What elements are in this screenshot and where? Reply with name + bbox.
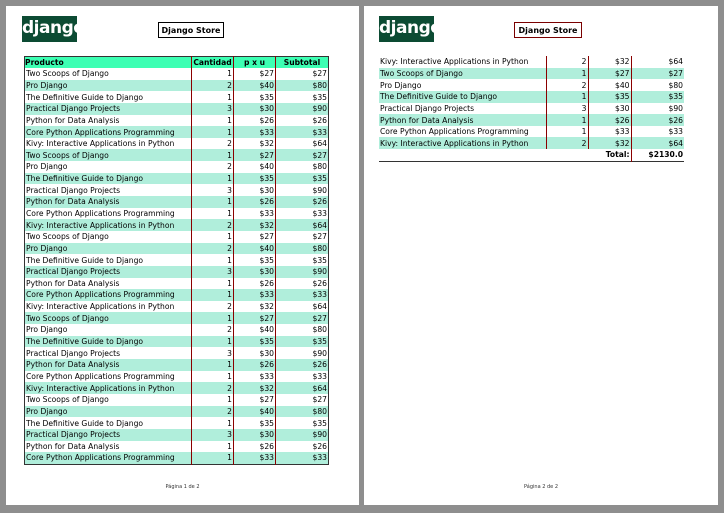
- pdf-page-1: [6, 6, 359, 505]
- table-row: [25, 301, 329, 313]
- table-row: [25, 289, 329, 301]
- cell-subtotal: $35: [276, 91, 329, 103]
- products-table: [24, 56, 329, 465]
- table-row: [25, 417, 329, 429]
- cell-pxu: $32: [234, 138, 276, 150]
- cell-pxu: $40: [588, 79, 631, 91]
- table-row: [25, 359, 329, 371]
- cell-pxu: $27: [234, 149, 276, 161]
- table-row: [25, 406, 329, 418]
- header-cantidad: Cantidad: [193, 58, 232, 67]
- table-row: [25, 126, 329, 138]
- cell-pxu: $35: [234, 173, 276, 185]
- cell-subtotal: $64: [631, 137, 684, 149]
- cell-pxu: $35: [234, 417, 276, 429]
- table-row: [379, 126, 684, 138]
- cell-subtotal: $33: [276, 126, 329, 138]
- cell-cantidad: 1: [546, 91, 588, 103]
- table-row: [25, 429, 329, 441]
- cell-cantidad: 1: [192, 196, 234, 208]
- cell-subtotal: $33: [276, 289, 329, 301]
- cell-cantidad: 1: [192, 371, 234, 383]
- cell-cantidad: 3: [192, 266, 234, 278]
- cell-subtotal: $90: [276, 266, 329, 278]
- table-row: [25, 336, 329, 348]
- cell-pxu: $26: [234, 115, 276, 127]
- cell-cantidad: 2: [546, 137, 588, 149]
- cell-pxu: $26: [234, 196, 276, 208]
- table-row: [25, 68, 329, 80]
- cell-cantidad: 1: [192, 336, 234, 348]
- cell-cantidad: 1: [192, 115, 234, 127]
- cell-subtotal: $33: [276, 452, 329, 464]
- cell-producto: Two Scoops of Django: [26, 69, 109, 79]
- cell-subtotal: $27: [276, 149, 329, 161]
- cell-cantidad: 2: [546, 79, 588, 91]
- cell-subtotal: $33: [276, 208, 329, 220]
- table-row: [25, 394, 329, 406]
- page-footer: Página 2 de 2: [523, 484, 559, 490]
- table-header-row: [25, 57, 329, 69]
- cell-subtotal: $35: [276, 417, 329, 429]
- cell-producto: Pro Django: [380, 80, 422, 90]
- cell-producto: Pro Django: [25, 406, 192, 418]
- cell-pxu: $33: [234, 371, 276, 383]
- cell-cantidad: 1: [192, 254, 234, 266]
- cell-producto: Python for Data Analysis: [26, 278, 120, 288]
- table-row: [25, 266, 329, 278]
- cell-subtotal: $35: [276, 336, 329, 348]
- cell-cantidad: 1: [192, 126, 234, 138]
- cell-producto: The Definitive Guide to Django: [26, 418, 144, 428]
- cell-pxu: $33: [234, 452, 276, 464]
- cell-cantidad: 2: [546, 56, 588, 68]
- cell-pxu: $33: [588, 126, 631, 138]
- cell-subtotal: $90: [276, 103, 329, 115]
- table-row: [25, 184, 329, 196]
- cell-pxu: $26: [234, 359, 276, 371]
- cell-producto: Kivy: Interactive Applications in Python: [380, 57, 529, 67]
- cell-pxu: $27: [234, 231, 276, 243]
- cell-subtotal: $27: [276, 231, 329, 243]
- cell-producto: Practical Django Projects: [26, 185, 121, 195]
- cell-pxu: $26: [234, 441, 276, 453]
- cell-subtotal: $90: [276, 347, 329, 359]
- cell-pxu: $27: [234, 312, 276, 324]
- cell-cantidad: 2: [192, 382, 234, 394]
- table-row: [25, 278, 329, 290]
- cell-subtotal: $80: [276, 406, 329, 418]
- cell-cantidad: 3: [546, 103, 588, 115]
- cell-producto: Two Scoops of Django: [26, 395, 109, 405]
- total-label: Total:: [588, 149, 631, 161]
- cell-producto: Core Python Applications Programming: [25, 289, 192, 301]
- cell-cantidad: 1: [192, 149, 234, 161]
- cell-cantidad: 2: [192, 219, 234, 231]
- cell-pxu: $40: [234, 406, 276, 418]
- total-value: $2130.0: [631, 149, 684, 161]
- table-row: [25, 219, 329, 231]
- cell-pxu: $30: [588, 103, 631, 115]
- cell-subtotal: $80: [276, 161, 329, 173]
- cell-producto: The Definitive Guide to Django: [25, 173, 192, 185]
- cell-producto: Practical Django Projects: [380, 103, 475, 113]
- cell-producto: Two Scoops of Django: [25, 149, 192, 161]
- table-row: [379, 56, 684, 68]
- cell-producto: Pro Django: [26, 162, 68, 172]
- cell-pxu: $35: [234, 336, 276, 348]
- cell-producto: Python for Data Analysis: [25, 359, 192, 371]
- cell-producto: Python for Data Analysis: [26, 115, 120, 125]
- cell-subtotal: $35: [631, 91, 684, 103]
- cell-subtotal: $26: [276, 278, 329, 290]
- total-row: [379, 149, 684, 161]
- table-row: [25, 452, 329, 464]
- cell-cantidad: 1: [546, 114, 588, 126]
- table-row: [379, 103, 684, 115]
- cell-pxu: $33: [234, 208, 276, 220]
- table-row: [25, 149, 329, 161]
- header-producto: Producto: [25, 57, 192, 69]
- header-pxu: p x u: [234, 57, 276, 69]
- cell-pxu: $30: [234, 103, 276, 115]
- cell-producto: Kivy: Interactive Applications in Python: [26, 302, 175, 312]
- cell-subtotal: $26: [276, 115, 329, 127]
- cell-pxu: $33: [234, 289, 276, 301]
- cell-producto: Kivy: Interactive Applications in Python: [25, 219, 192, 231]
- cell-subtotal: $27: [276, 394, 329, 406]
- cell-producto: Practical Django Projects: [25, 103, 192, 115]
- cell-subtotal: $35: [276, 173, 329, 185]
- cell-cantidad: 2: [192, 301, 234, 313]
- cell-cantidad: 1: [546, 126, 588, 138]
- cell-subtotal: $64: [631, 56, 684, 68]
- cell-cantidad: 1: [192, 452, 234, 464]
- table-row: [25, 312, 329, 324]
- table-row: [25, 324, 329, 336]
- cell-cantidad: 1: [192, 68, 234, 80]
- cell-cantidad: 1: [192, 394, 234, 406]
- table-row: [25, 231, 329, 243]
- cell-subtotal: $26: [276, 196, 329, 208]
- cell-producto: Kivy: Interactive Applications in Python: [25, 382, 192, 394]
- cell-producto: The Definitive Guide to Django: [25, 336, 192, 348]
- cell-subtotal: $26: [276, 359, 329, 371]
- cell-cantidad: 1: [192, 208, 234, 220]
- cell-producto: The Definitive Guide to Django: [379, 91, 546, 103]
- table-row: [25, 441, 329, 453]
- cell-pxu: $32: [234, 219, 276, 231]
- cell-producto: Kivy: Interactive Applications in Python: [26, 139, 175, 149]
- django-logo: django: [379, 16, 434, 42]
- table-row: [379, 79, 684, 91]
- cell-cantidad: 1: [192, 359, 234, 371]
- store-title: Django Store: [158, 22, 224, 38]
- cell-subtotal: $33: [276, 371, 329, 383]
- cell-subtotal: $80: [631, 79, 684, 91]
- cell-cantidad: 2: [192, 161, 234, 173]
- cell-producto: Python for Data Analysis: [379, 114, 546, 126]
- cell-producto: Pro Django: [25, 243, 192, 255]
- cell-producto: Kivy: Interactive Applications in Python: [379, 137, 546, 149]
- cell-pxu: $33: [234, 126, 276, 138]
- cell-producto: Practical Django Projects: [25, 266, 192, 278]
- cell-producto: Two Scoops of Django: [26, 232, 109, 242]
- cell-producto: Core Python Applications Programming: [25, 452, 192, 464]
- table-row: [25, 161, 329, 173]
- cell-producto: Practical Django Projects: [25, 429, 192, 441]
- cell-cantidad: 3: [192, 347, 234, 359]
- cell-producto: Python for Data Analysis: [26, 441, 120, 451]
- cell-producto: The Definitive Guide to Django: [26, 255, 144, 265]
- cell-subtotal: $26: [276, 441, 329, 453]
- cell-pxu: $40: [234, 324, 276, 336]
- table-row: [379, 137, 684, 149]
- table-row: [25, 254, 329, 266]
- header-subtotal: Subtotal: [276, 57, 329, 69]
- table-row: [25, 91, 329, 103]
- table-row: [25, 103, 329, 115]
- cell-pxu: $27: [234, 394, 276, 406]
- cell-pxu: $30: [234, 429, 276, 441]
- table-row: [25, 173, 329, 185]
- cell-pxu: $30: [234, 266, 276, 278]
- cell-producto: Two Scoops of Django: [379, 68, 546, 80]
- table-row: [379, 91, 684, 103]
- cell-subtotal: $64: [276, 382, 329, 394]
- cell-producto: Pro Django: [26, 325, 68, 335]
- cell-pxu: $27: [234, 68, 276, 80]
- store-title: Django Store: [514, 22, 582, 38]
- table-row: [25, 115, 329, 127]
- cell-producto: Two Scoops of Django: [25, 312, 192, 324]
- table-row: [25, 80, 329, 92]
- cell-pxu: $40: [234, 161, 276, 173]
- cell-subtotal: $80: [276, 80, 329, 92]
- cell-pxu: $27: [588, 68, 631, 80]
- cell-subtotal: $64: [276, 138, 329, 150]
- table-row: [25, 371, 329, 383]
- cell-cantidad: 1: [192, 91, 234, 103]
- cell-cantidad: 2: [192, 324, 234, 336]
- cell-cantidad: 1: [192, 231, 234, 243]
- cell-pxu: $35: [234, 254, 276, 266]
- cell-producto: The Definitive Guide to Django: [26, 92, 144, 102]
- cell-subtotal: $26: [631, 114, 684, 126]
- cell-cantidad: 1: [192, 173, 234, 185]
- cell-pxu: $30: [234, 184, 276, 196]
- cell-pxu: $35: [588, 91, 631, 103]
- cell-subtotal: $27: [276, 68, 329, 80]
- table-row: [25, 347, 329, 359]
- cell-producto: Core Python Applications Programming: [380, 127, 529, 137]
- table-row: [25, 208, 329, 220]
- cell-pxu: $32: [588, 137, 631, 149]
- cell-subtotal: $90: [276, 184, 329, 196]
- cell-subtotal: $27: [276, 312, 329, 324]
- cell-producto: Core Python Applications Programming: [25, 126, 192, 138]
- cell-cantidad: 2: [192, 138, 234, 150]
- page-footer: Página 1 de 2: [165, 484, 200, 490]
- cell-pxu: $40: [234, 243, 276, 255]
- pdf-page-2: [364, 6, 718, 505]
- cell-cantidad: 2: [192, 80, 234, 92]
- cell-cantidad: 1: [192, 278, 234, 290]
- cell-producto: Pro Django: [25, 80, 192, 92]
- cell-producto: Core Python Applications Programming: [26, 209, 175, 218]
- cell-producto: Python for Data Analysis: [25, 196, 192, 208]
- cell-cantidad: 1: [192, 289, 234, 301]
- cell-pxu: $32: [234, 382, 276, 394]
- cell-subtotal: $64: [276, 301, 329, 313]
- cell-cantidad: 2: [192, 243, 234, 255]
- cell-cantidad: 3: [192, 184, 234, 196]
- table-row: [379, 68, 684, 80]
- products-table: [379, 56, 684, 162]
- cell-subtotal: $35: [276, 254, 329, 266]
- cell-subtotal: $33: [631, 126, 684, 138]
- table-row: [379, 114, 684, 126]
- table-row: [25, 243, 329, 255]
- cell-cantidad: 1: [546, 68, 588, 80]
- cell-cantidad: 3: [192, 429, 234, 441]
- cell-pxu: $30: [234, 347, 276, 359]
- cell-subtotal: $80: [276, 243, 329, 255]
- cell-subtotal: $80: [276, 324, 329, 336]
- cell-pxu: $32: [588, 56, 631, 68]
- cell-subtotal: $90: [276, 429, 329, 441]
- cell-cantidad: 2: [192, 406, 234, 418]
- cell-cantidad: 1: [192, 312, 234, 324]
- cell-pxu: $26: [234, 278, 276, 290]
- cell-cantidad: 1: [192, 441, 234, 453]
- cell-pxu: $32: [234, 301, 276, 313]
- cell-cantidad: 3: [192, 103, 234, 115]
- cell-subtotal: $90: [631, 103, 684, 115]
- cell-pxu: $35: [234, 91, 276, 103]
- cell-subtotal: $27: [631, 68, 684, 80]
- cell-cantidad: 1: [192, 417, 234, 429]
- table-row: [25, 382, 329, 394]
- table-row: [25, 196, 329, 208]
- cell-pxu: $40: [234, 80, 276, 92]
- cell-subtotal: $64: [276, 219, 329, 231]
- cell-producto: Practical Django Projects: [26, 348, 121, 358]
- django-logo: django: [22, 16, 77, 42]
- table-row: [25, 138, 329, 150]
- cell-producto: Core Python Applications Programming: [26, 371, 175, 381]
- cell-pxu: $26: [588, 114, 631, 126]
